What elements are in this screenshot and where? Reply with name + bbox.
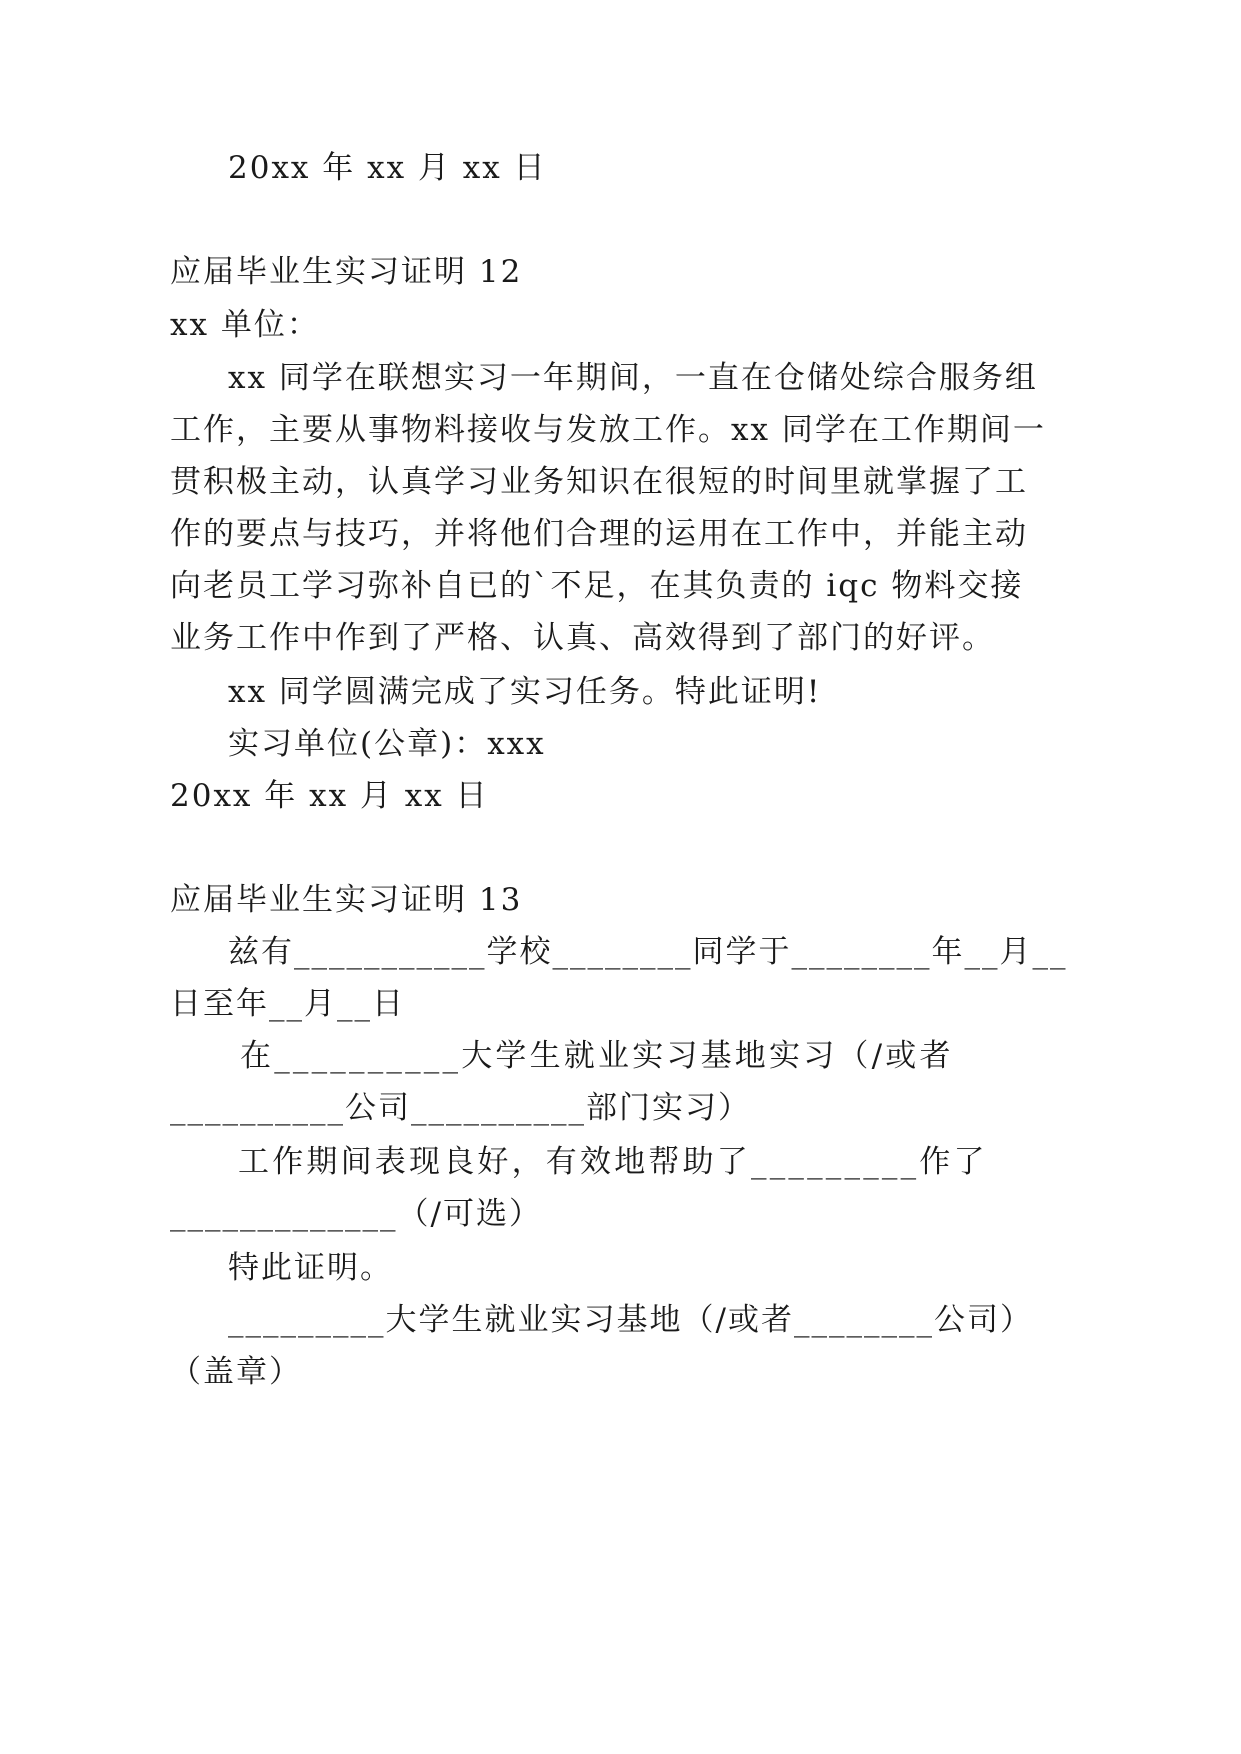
cert12-title: 应届毕业生实习证明 12 bbox=[170, 254, 523, 290]
cert12-body-line-1: xx 同学在联想实习一年期间，一直在仓储处综合服务组 bbox=[228, 360, 1038, 396]
cert12-body-line-3: 贯积极主动，认真学习业务知识在很短的时间里就掌握了工 bbox=[170, 464, 1028, 500]
cert12-body-line-5: 向老员工学习弥补自已的`不足，在其负责的 iqc 物料交接 bbox=[170, 568, 1024, 604]
cert12-unit-line: 实习单位(公章)：xxx bbox=[228, 726, 546, 762]
cert13-line-1: 兹有___________学校________同学于________年__月__ bbox=[228, 934, 1068, 970]
cert12-addressee: xx 单位： bbox=[170, 307, 320, 343]
cert12-body-line-4: 作的要点与技巧，并将他们合理的运用在工作中，并能主动 bbox=[170, 516, 1028, 552]
cert13-line-9: （盖章） bbox=[170, 1354, 302, 1390]
cert12-body-line-6: 业务工作中作到了严格、认真、高效得到了部门的好评。 bbox=[170, 620, 995, 656]
cert13-line-6: _____________（/可选） bbox=[170, 1196, 542, 1232]
cert13-line-8: _________大学生就业实习基地（/或者________公司） bbox=[228, 1302, 1033, 1338]
cert13-line-5: 工作期间表现良好，有效地帮助了_________作了 bbox=[238, 1144, 988, 1180]
cert13-line-4: __________公司__________部门实习） bbox=[170, 1090, 751, 1126]
cert13-line-7: 特此证明。 bbox=[228, 1250, 393, 1286]
cert13-line-3: 在__________大学生就业实习基地实习（/或者 bbox=[240, 1038, 954, 1074]
cert13-title: 应届毕业生实习证明 13 bbox=[170, 882, 523, 918]
cert12-conclusion: xx 同学圆满完成了实习任务。特此证明! bbox=[228, 674, 822, 710]
cert12-body-line-2: 工作，主要从事物料接收与发放工作。xx 同学在工作期间一 bbox=[170, 412, 1046, 448]
cert12-date: 20xx 年 xx 月 xx 日 bbox=[170, 778, 489, 814]
cert13-line-2: 日至年__月__日 bbox=[170, 986, 405, 1022]
date-top: 20xx 年 xx 月 xx 日 bbox=[228, 150, 547, 186]
